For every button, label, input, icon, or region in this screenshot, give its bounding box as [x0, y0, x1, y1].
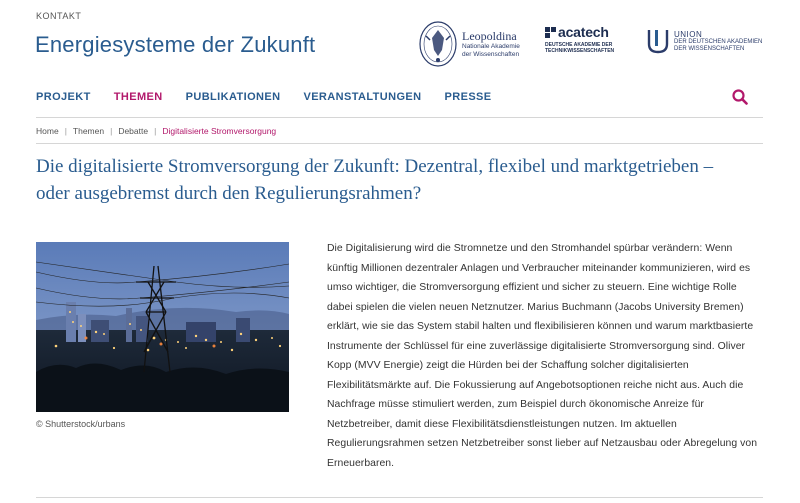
leopoldina-name: Leopoldina: [462, 28, 517, 43]
nav-item-veranstaltungen[interactable]: VERANSTALTUNGEN: [303, 91, 422, 103]
nav-item-themen[interactable]: THEMEN: [113, 91, 163, 103]
nav-item-presse[interactable]: PRESSE: [444, 91, 492, 103]
site-title[interactable]: Energiesysteme der Zukunft: [35, 32, 316, 57]
union-mark-icon: [645, 28, 671, 54]
acatech-mark-icon: [545, 26, 557, 38]
article-image: [36, 242, 289, 412]
leopoldina-logo[interactable]: [418, 20, 520, 68]
leopoldina-sub-2: der Wissenschaften: [462, 50, 520, 58]
leopoldina-seal-icon: [418, 20, 458, 68]
breadcrumb-themen[interactable]: Themen: [72, 126, 105, 136]
breadcrumb: [36, 126, 276, 136]
contact-link[interactable]: KONTAKT: [36, 11, 82, 21]
article-headline: Die digitalisierte Stromversorgung der Zukunft: Dezentral, flexibel und marktgetrieben – oder ausgebremst durch den Regulierungsrahmen?: [36, 156, 714, 204]
search-icon[interactable]: [732, 89, 748, 105]
acatech-logo[interactable]: [545, 24, 614, 54]
breadcrumb-home[interactable]: Home: [36, 126, 59, 136]
union-logo[interactable]: [645, 28, 762, 54]
union-sub-1: DER DEUTSCHEN AKADEMIEN: [674, 38, 763, 45]
breadcrumb-debatte[interactable]: Debatte: [118, 126, 149, 136]
acatech-sub-1: DEUTSCHE AKADEMIE DER: [545, 42, 613, 48]
nav-divider: [36, 117, 763, 118]
union-name: UNION: [674, 29, 703, 39]
footer-divider: [36, 497, 763, 498]
acatech-sub-2: TECHNIKWISSENSCHAFTEN: [545, 48, 615, 54]
image-caption: © Shutterstock/urbans: [36, 419, 126, 429]
nav-item-projekt[interactable]: PROJEKT: [36, 91, 91, 103]
breadcrumb-divider: [36, 143, 763, 144]
main-nav: [36, 91, 515, 103]
acatech-name: acatech: [558, 24, 609, 40]
breadcrumb-separator: |: [64, 126, 67, 136]
breadcrumb-separator: |: [110, 126, 113, 136]
article-body: Die Digitalisierung wird die Stromnetze und den Stromhandel spürbar verändern: Wenn künftig Millionen dezentraler Anlagen und Verbraucher miteinander kommunizieren, wird es umso wichtiger, die Stromversorgung effizient und sicher zu steuern. Eine wichtige Rolle dabei spielen die vielen neuen Netznutzer. Marius Buchmann (Jacobs University Bremen) erklärt, wie sie das System stabil halten und flexibilisieren können und warum marktbasierte Instrumente der Schlüssel für eine zuverlässige digitalisierte Stromversorgung sind. Oliver Kopp (MVV Energie) zeigt die Hürden bei der Schaffung solcher digitalisierten Flexibilitätsmärkte auf. Die Fokussierung auf Angebotsoptionen reiche nicht aus. Auch die Nachfrage müsse stimuliert werden, zum Beispiel durch ökonomische Anreize für Netzbetreiber, damit diese Flexibilitätsdienstleistungen nutzen. Im aktuellen Regulierungsrahmen setzen Netzbetreiber sonst lieber auf Netzausbau oder Abregelung von Erneuerbaren.: [327, 243, 758, 469]
leopoldina-sub-1: Nationale Akademie: [462, 43, 520, 51]
nav-item-publikationen[interactable]: PUBLIKATIONEN: [185, 91, 281, 103]
breadcrumb-current: Digitalisierte Stromversorgung: [162, 126, 277, 136]
union-sub-2: DER WISSENSCHAFTEN: [674, 45, 745, 52]
breadcrumb-separator: |: [154, 126, 157, 136]
